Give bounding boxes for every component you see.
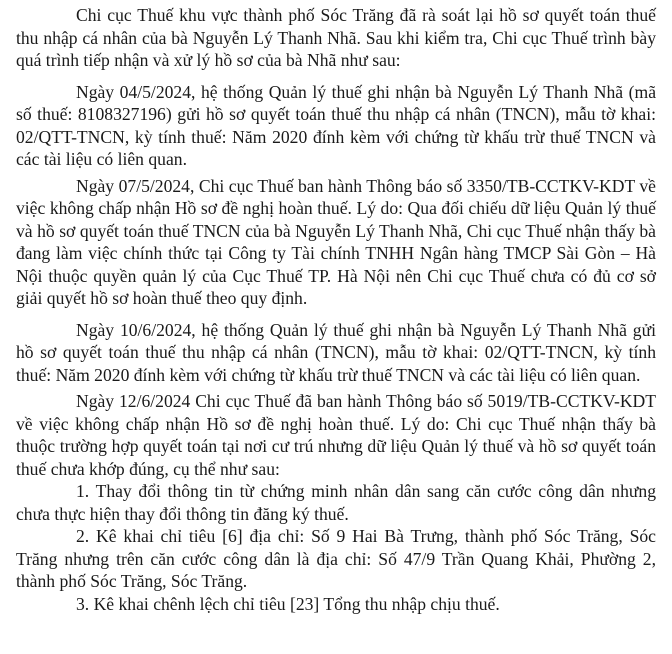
list-item: 2. Kê khai chỉ tiêu [6] địa chỉ: Số 9 Hai Bà Trưng, thành phố Sóc Trăng, Sóc Trăng nhưng trên căn cước công dân là địa chỉ: Số 47/9 Trần Quang Khải, Phường 2, thành phố Sóc Trăng, Sóc Trăng. <box>16 526 656 591</box>
intro-paragraph: Chi cục Thuế khu vực thành phố Sóc Trăng đã rà soát lại hồ sơ quyết toán thuế thu nhập cá nhân của bà Nguyễn Lý Thanh Nhã. Sau khi kiểm tra, Chi cục Thuế trình bày quá trình tiếp nhận và xử lý hồ sơ của bà Nhã như sau: <box>16 5 656 70</box>
paragraph-june-12: Ngày 12/6/2024 Chi cục Thuế đã ban hành Thông báo số 5019/TB-CCTKV-KDT về việc không chấp nhận Hồ sơ đề nghị hoàn thuế. Lý do: Chi cục Thuế nhận thấy bà thuộc trường hợp quyết toán tại nơi cư trú nhưng dữ liệu Quản lý thuế và hồ sơ quyết toán thuế chưa khớp đúng, cụ thể như sau: <box>16 391 656 479</box>
list-item: 3. Kê khai chênh lệch chỉ tiêu [23] Tổng thu nhập chịu thuế. <box>76 593 500 614</box>
document-page <box>16 4 656 615</box>
paragraph-may-4: Ngày 04/5/2024, hệ thống Quản lý thuế ghi nhận bà Nguyễn Lý Thanh Nhã (mã số thuế: 8108327196) gửi hồ sơ quyết toán thuế thu nhập cá nhân (TNCN), mẫu tờ khai: 02/QTT-TNCN, kỳ tính thuế: Năm 2020 đính kèm với chứng từ khấu trừ thuế TNCN và các tài liệu có liên quan. <box>16 81 656 169</box>
list-item: 1. Thay đổi thông tin từ chứng minh nhân dân sang căn cước công dân nhưng chưa thực hiện thay đổi thông tin đăng ký thuế. <box>16 481 656 524</box>
paragraph-june-10: Ngày 10/6/2024, hệ thống Quản lý thuế ghi nhận bà Nguyễn Lý Thanh Nhã gửi hồ sơ quyết toán thuế thu nhập cá nhân (TNCN), mẫu tờ khai: 02/QTT-TNCN, kỳ tính thuế: Năm 2020 đính kèm với chứng từ khấu trừ thuế TNCN và các tài liệu có liên quan. <box>16 319 656 385</box>
paragraph-may-7: Ngày 07/5/2024, Chi cục Thuế ban hành Thông báo số 3350/TB-CCTKV-KDT về việc không chấp nhận Hồ sơ đề nghị hoàn thuế. Lý do: Qua đối chiếu dữ liệu Quản lý thuế và hồ sơ quyết toán thuế TNCN của bà Nguyễn Lý Thanh Nhã, Chi cục Thuế nhận thấy bà đang làm việc chính thức tại Công ty Tài chính TNHH Ngân hàng TMCP Sài Gòn – Hà Nội thuộc quyền quản lý của Cục Thuế TP. Hà Nội nên Chi cục Thuế chưa có đủ cơ sở giải quyết hồ sơ hoàn thuế theo quy định. <box>16 175 656 308</box>
